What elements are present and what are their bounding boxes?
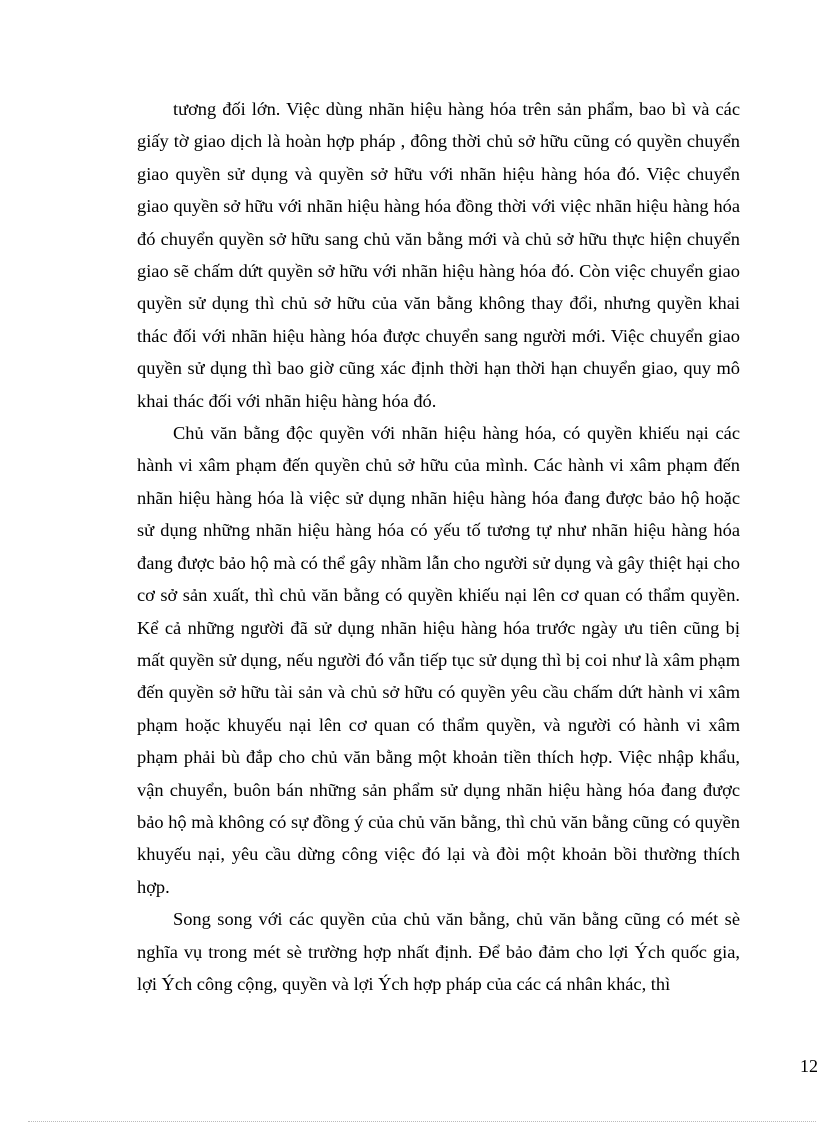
paragraph: Chủ văn bằng độc quyền với nhãn hiệu hàng hóa, có quyền khiếu nại các hành vi xâm phạm đến quyền chủ sở hữu của mình. Các hành vi xâm phạm đến nhãn hiệu hàng hóa là việc sử dụng nhãn hiệu hàng hóa đang được bảo hộ hoặc sử dụng những nhãn hiệu hàng hóa có yếu tố tương tự như nhãn hiệu hàng hóa đang được bảo hộ mà có thể gây nhầm lẫn cho người sử dụng và gây thiệt hại cho cơ sở sản xuất, thì chủ văn bằng có quyền khiếu nại lên cơ quan có thẩm quyền. Kể cả những người đã sử dụng nhãn hiệu hàng hóa trước ngày ưu tiên cũng bị mất quyền sử dụng, nếu người đó vẫn tiếp tục sử dụng thì bị coi như là xâm phạm đến quyền sở hữu tài sản và chủ sở hữu có quyền yêu cầu chấm dứt hành vi xâm phạm hoặc khuyếu nại lên cơ quan có thẩm quyền, và người có hành vi xâm phạm phải bù đắp cho chủ văn bằng một khoản tiền thích hợp. Việc nhập khẩu, vận chuyển, buôn bán những sản phẩm sử dụng nhãn hiệu hàng hóa đang được bảo hộ mà không có sự đồng ý của chủ văn bằng, thì chủ văn bằng cũng có quyền khuyếu nại, yêu cầu dừng công việc đó lại và đòi một khoản bồi thường thích hợp. xyxy=(137,423,740,897)
page-number: 12 xyxy=(800,1056,818,1076)
paragraph: tương đối lớn. Việc dùng nhãn hiệu hàng hóa trên sản phẩm, bao bì và các giấy tờ giao dịch là hoàn hợp pháp , đông thời chủ sở hữu cũng có quyền chuyển giao quyền sử dụng và quyền sở hữu với nhãn hiệu hàng hóa đó. Việc chuyển giao quyền sở hữu với nhãn hiệu hàng hóa đồng thời với việc nhãn hiệu hàng hóa đó chuyển quyền sở hữu sang chủ văn bằng mới và chủ sở hữu thực hiện chuyển giao sẽ chấm dứt quyền sở hữu với nhãn hiệu hàng hóa đó. Còn việc chuyển giao quyền sử dụng thì chủ sở hữu của văn bằng không thay đổi, nhưng quyền khai thác đối với nhãn hiệu hàng hóa được chuyển sang người mới. Việc chuyển giao quyền sử dụng thì bao giờ cũng xác định thời hạn thời hạn chuyển giao, quy mô khai thác đối với nhãn hiệu hàng hóa đó. xyxy=(137,99,740,411)
page-bottom-divider xyxy=(28,1121,816,1122)
paragraph: Song song với các quyền của chủ văn bằng, chủ văn bằng cũng có mét sè nghĩa vụ trong mét sè trường hợp nhất định. Để bảo đảm cho lợi Ých quốc gia, lợi Ých công cộng, quyền và lợi Ých hợp pháp của các cá nhân khác, thì xyxy=(137,909,740,994)
document-body xyxy=(137,93,740,1000)
